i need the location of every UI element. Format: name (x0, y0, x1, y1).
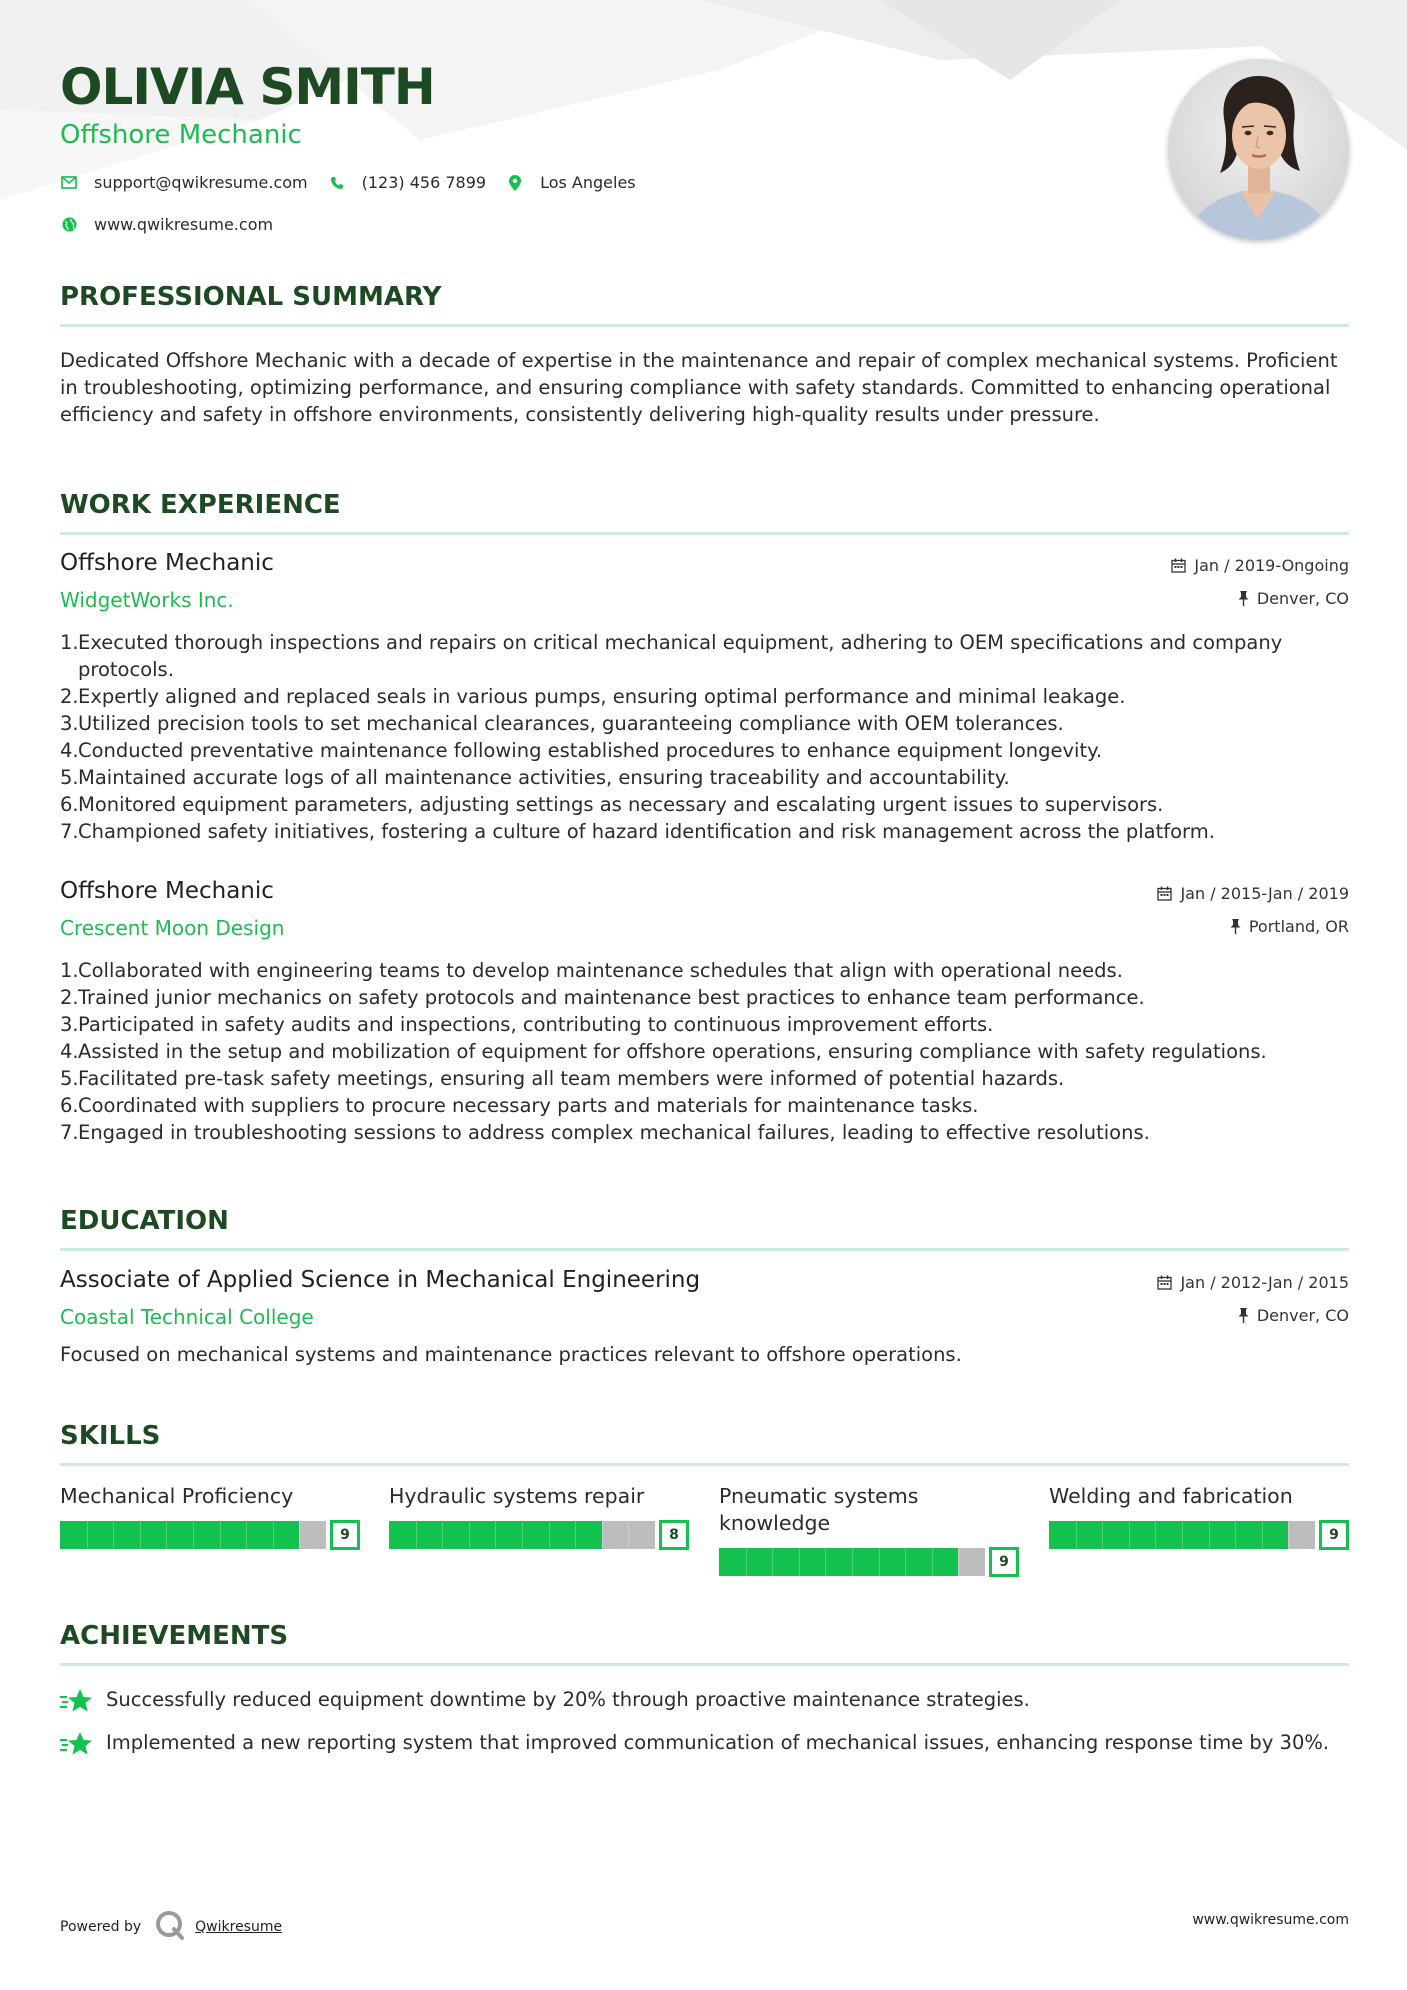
skill-item (60, 1483, 360, 1543)
skill-bar (1049, 1520, 1349, 1550)
skill-bar-segment (246, 1521, 247, 1549)
email-text: support@qwikresume.com (94, 173, 308, 192)
candidate-name: OLIVIA SMITH (60, 58, 435, 116)
skill-bar-track (719, 1548, 985, 1576)
pushpin-icon (1230, 919, 1241, 934)
skill-bar-segment (495, 1521, 496, 1549)
skill-name: Mechanical Proficiency (60, 1484, 294, 1508)
skill-bar-track (1049, 1521, 1315, 1549)
skill-bar-segment (1102, 1521, 1103, 1549)
skill-name: Hydraulic systems repair (389, 1484, 645, 1508)
footer (60, 1898, 1349, 1938)
job-title: Offshore Mechanic (60, 878, 274, 904)
education-date (1157, 1273, 1349, 1292)
achievement-item (60, 1729, 1349, 1761)
skill-bar-segment (1235, 1521, 1236, 1549)
skill-bar (389, 1520, 689, 1550)
skills-heading: SKILLS (60, 1421, 1349, 1466)
job-location-text: Portland, OR (1248, 917, 1349, 936)
list-item: 5. Maintained accurate logs of all maintenance activities, ensuring traceability and accountability. (60, 766, 1010, 789)
powered-by (60, 1910, 282, 1944)
map-marker-icon (506, 174, 524, 192)
contact-phone[interactable] (328, 173, 486, 192)
job-location (1238, 589, 1349, 608)
skill-name: Welding and fabrication (1049, 1484, 1293, 1508)
skill-bar-fill (1049, 1521, 1288, 1549)
contact-email[interactable] (60, 173, 308, 192)
experience-heading: WORK EXPERIENCE (60, 490, 1349, 535)
job-bullets (60, 957, 1349, 1146)
envelope-icon (60, 174, 78, 192)
website-text: www.qwikresume.com (94, 215, 274, 234)
contact-row (60, 173, 656, 192)
pushpin-icon (1238, 1308, 1249, 1323)
skill-bar-segment (220, 1521, 221, 1549)
list-item: 4. Conducted preventative maintenance following established procedures to enhance equipment longevity. (60, 739, 1103, 762)
list-item: 6. Monitored equipment parameters, adjusting settings as necessary and escalating urgent issues to supervisors. (60, 793, 1164, 816)
list-item: 2. Trained junior mechanics on safety protocols and maintenance best practices to enhance team performance. (60, 986, 1145, 1009)
summary-heading: PROFESSIONAL SUMMARY (60, 282, 1349, 327)
achievements-heading: ACHIEVEMENTS (60, 1621, 1349, 1666)
skill-bar-track (60, 1521, 326, 1549)
education-section (60, 1206, 1349, 1251)
skill-bar-segment (1209, 1521, 1210, 1549)
skill-bar-segment (273, 1521, 274, 1549)
list-item: 7. Engaged in troubleshooting sessions to address complex mechanical failures, leading to effective resolutions. (60, 1121, 1150, 1144)
skill-bar (60, 1520, 360, 1550)
job-entry (60, 878, 1349, 1158)
footer-url[interactable]: www.qwikresume.com (1192, 1912, 1349, 1928)
skill-bar-segment (879, 1548, 880, 1576)
phone-icon (328, 174, 346, 192)
skill-item (389, 1483, 689, 1543)
education-description: Focused on mechanical systems and maintenance practices relevant to offshore operations. (60, 1343, 962, 1366)
skill-bar-segment (825, 1548, 826, 1576)
skill-bar-segment (1155, 1521, 1156, 1549)
job-company: WidgetWorks Inc. (60, 588, 234, 612)
calendar-icon (1157, 886, 1172, 901)
skill-item (1049, 1483, 1349, 1543)
list-item: 6. Coordinated with suppliers to procure necessary parts and materials for maintenance tasks. (60, 1094, 979, 1117)
skill-score: 9 (330, 1520, 360, 1550)
contact-row-2 (60, 215, 293, 234)
skill-bar-segment (852, 1548, 853, 1576)
pushpin-icon (1238, 591, 1249, 606)
job-location (1230, 917, 1349, 936)
location-text: Los Angeles (540, 173, 636, 192)
skill-bar-segment (416, 1521, 417, 1549)
list-item: 4. Assisted in the setup and mobilization of equipment for offshore operations, ensuring compliance with safety regulations. (60, 1040, 1267, 1063)
skill-name: Pneumatic systems knowledge (719, 1484, 919, 1535)
job-bullets (60, 629, 1349, 845)
powered-label: Powered by (60, 1919, 142, 1935)
skill-bar-segment (140, 1521, 141, 1549)
skill-item (719, 1483, 1019, 1570)
skill-bar-segment (1182, 1521, 1183, 1549)
education-entry (60, 1267, 1349, 1377)
education-location (1238, 1306, 1349, 1325)
job-date-text: Jan / 2019-Ongoing (1194, 556, 1349, 575)
skills-section (60, 1421, 1349, 1466)
job-entry (60, 550, 1349, 850)
achievement-text: Implemented a new reporting system that improved communication of mechanical issues, enhancing response time by 30%. (106, 1731, 1330, 1754)
skill-bar-segment (1288, 1521, 1289, 1549)
candidate-title: Offshore Mechanic (60, 120, 302, 150)
skill-bar-segment (166, 1521, 167, 1549)
education-date-text: Jan / 2012-Jan / 2015 (1180, 1273, 1349, 1292)
list-item: 5. Facilitated pre-task safety meetings, ensuring all team members were informed of potential hazards. (60, 1067, 1065, 1090)
skill-bar-segment (772, 1548, 773, 1576)
contact-website[interactable] (60, 215, 273, 234)
education-heading: EDUCATION (60, 1206, 1349, 1251)
skill-bar-segment (575, 1521, 576, 1549)
skill-score: 9 (989, 1547, 1019, 1577)
list-item: 2. Expertly aligned and replaced seals in various pumps, ensuring optimal performance and minimal leakage. (60, 685, 1126, 708)
list-item: 3. Utilized precision tools to set mechanical clearances, guaranteeing compliance with OEM tolerances. (60, 712, 1064, 735)
job-date-text: Jan / 2015-Jan / 2019 (1180, 884, 1349, 903)
job-date (1171, 556, 1349, 575)
qwikresume-logo-icon (155, 1910, 185, 1944)
education-location-text: Denver, CO (1256, 1306, 1349, 1325)
job-date (1157, 884, 1349, 903)
skill-bar-segment (746, 1548, 747, 1576)
experience-section (60, 490, 1349, 535)
skill-bar-segment (549, 1521, 550, 1549)
skill-bar-segment (522, 1521, 523, 1549)
school-name: Coastal Technical College (60, 1305, 314, 1329)
achievement-text: Successfully reduced equipment downtime by 20% through proactive maintenance strategies. (106, 1688, 1030, 1711)
skill-bar-segment (958, 1548, 959, 1576)
star-icon (60, 1686, 106, 1718)
calendar-icon (1157, 1275, 1172, 1290)
job-location-text: Denver, CO (1256, 589, 1349, 608)
skill-bar-segment (628, 1521, 629, 1549)
star-icon (60, 1729, 106, 1761)
summary-text: Dedicated Offshore Mechanic with a decade of expertise in the maintenance and repair of complex mechanical systems. Proficient in troubleshooting, optimizing performance, and ensuring compliance with safety standards. Committed to enhancing operational efficiency and safety in offshore environments, consistently delivering high-quality results under pressure. (60, 349, 1338, 426)
list-item: 1. Collaborated with engineering teams to develop maintenance schedules that align with operational needs. (60, 959, 1123, 982)
skill-bar-segment (1129, 1521, 1130, 1549)
contact-location (506, 173, 636, 192)
list-item: 1. Executed thorough inspections and repairs on critical mechanical equipment, adhering to OEM specifications and company protocols. (60, 631, 1283, 681)
skill-bar-segment (905, 1548, 906, 1576)
phone-text: (123) 456 7899 (361, 173, 487, 192)
skill-bar-segment (442, 1521, 443, 1549)
job-company: Crescent Moon Design (60, 916, 285, 940)
calendar-icon (1171, 558, 1186, 573)
skill-bar-segment (1076, 1521, 1077, 1549)
achievement-item (60, 1686, 1349, 1718)
avatar (1168, 59, 1349, 240)
skill-bar-track (389, 1521, 655, 1549)
skill-bar-segment (87, 1521, 88, 1549)
skill-bar-segment (113, 1521, 114, 1549)
skill-bar-segment (932, 1548, 933, 1576)
skill-bar-fill (719, 1548, 958, 1576)
skill-bar-segment (1262, 1521, 1263, 1549)
list-item: 7. Championed safety initiatives, fostering a culture of hazard identification and risk management across the platform. (60, 820, 1215, 843)
degree-title: Associate of Applied Science in Mechanical Engineering (60, 1267, 701, 1293)
job-title: Offshore Mechanic (60, 550, 274, 576)
qwikresume-link[interactable]: Qwikresume (195, 1919, 283, 1935)
globe-icon (60, 216, 78, 234)
skill-bar (719, 1547, 1019, 1577)
skill-bar-fill (60, 1521, 299, 1549)
achievements-section (60, 1621, 1349, 1666)
skill-bar-segment (799, 1548, 800, 1576)
skill-score: 8 (659, 1520, 689, 1550)
skill-score: 9 (1319, 1520, 1349, 1550)
list-item: 3. Participated in safety audits and inspections, contributing to continuous improvement efforts. (60, 1013, 994, 1036)
summary-section (60, 282, 1349, 428)
skill-bar-segment (469, 1521, 470, 1549)
skill-bar-segment (299, 1521, 300, 1549)
skill-bar-segment (602, 1521, 603, 1549)
skill-bar-segment (193, 1521, 194, 1549)
